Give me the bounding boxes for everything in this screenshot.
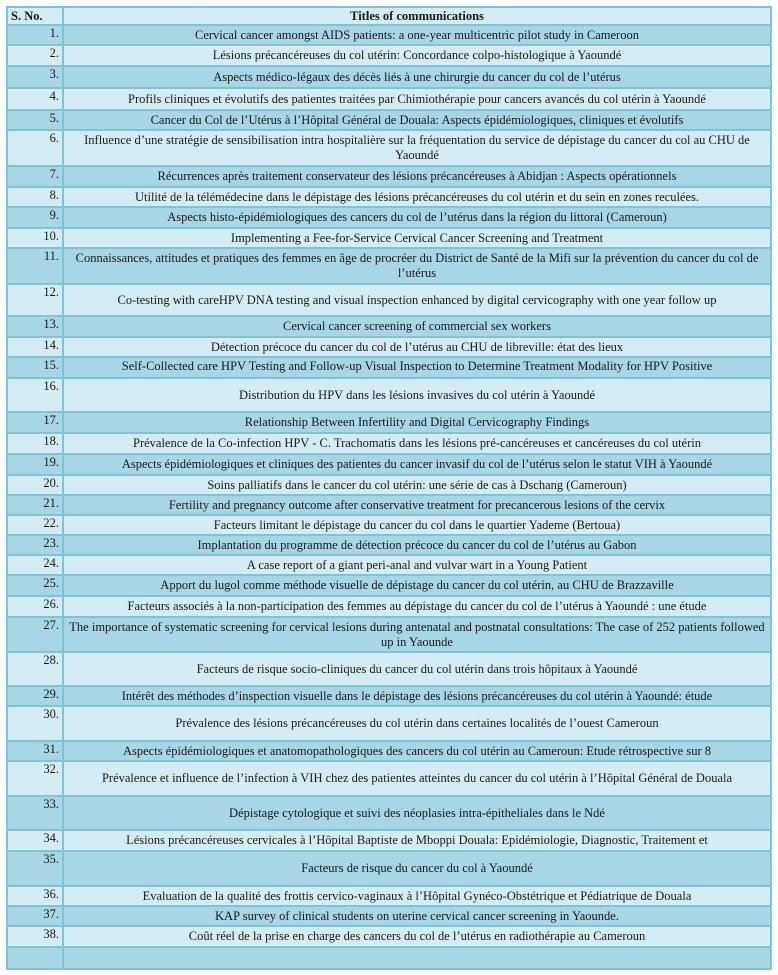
communications-table <box>6 6 772 970</box>
row-number: 4. <box>8 89 64 111</box>
row-number: 17. <box>8 413 64 434</box>
row-title: Facteurs associés à la non-participation des femmes au dépistage du cancer du col de l’utérus à Yaoundé : une étude <box>64 597 770 618</box>
table-row <box>8 208 770 229</box>
table-row <box>8 285 770 317</box>
table-row <box>8 653 770 687</box>
row-title: Influence d’une stratégie de sensibilisation intra hospitalière sur la fréquentation du service de dépistage du cancer du col au CHU de Yaoundé <box>64 131 770 167</box>
row-number: 7. <box>8 167 64 188</box>
table-row <box>8 496 770 516</box>
table-row <box>8 948 770 968</box>
row-title: Soins palliatifs dans le cancer du col utérin: une série de cas à Dschang (Cameroun) <box>64 476 770 496</box>
row-title: Cancer du Col de l’Utérus à l’Hôpital Général de Douala: Aspects épidémiologiques, cliniques et évolutifs <box>64 111 770 131</box>
row-number: 25. <box>8 576 64 597</box>
row-title: Facteurs de risque socio-cliniques du cancer du col utérin dans trois hôpitaux à Yaoundé <box>64 653 770 687</box>
row-title: A case report of a giant peri-anal and vulvar wart in a Young Patient <box>64 556 770 576</box>
table-row <box>8 907 770 927</box>
row-number: 31. <box>8 742 64 762</box>
row-title: Distribution du HPV dans les lésions invasives du col utérin à Yaoundé <box>64 379 770 413</box>
table-row <box>8 597 770 618</box>
row-number: 16. <box>8 379 64 413</box>
row-number: 10. <box>8 229 64 249</box>
row-number: 35. <box>8 852 64 887</box>
row-number: 1. <box>8 26 64 46</box>
row-number: 32. <box>8 762 64 797</box>
row-number: 22. <box>8 516 64 536</box>
row-title: Fertility and pregnancy outcome after conservative treatment for precancerous lesions of the cervix <box>64 496 770 516</box>
row-number: 9. <box>8 208 64 229</box>
table-row <box>8 46 770 67</box>
row-title <box>64 358 770 379</box>
row-title: Implantation du programme de détection précoce du cancer du col de l’utérus au Gabon <box>64 536 770 556</box>
table-row <box>8 317 770 338</box>
row-number: 2. <box>8 46 64 67</box>
row-title: Lésions précancéreuses cervicales à l’Hôpital Baptiste de Mboppi Douala: Epidémiologie, Diagnostic, Traitement et <box>64 831 770 852</box>
row-number: 21. <box>8 496 64 516</box>
row-title <box>64 948 770 968</box>
table-row <box>8 762 770 797</box>
table-row <box>8 26 770 46</box>
row-title: Intérêt des méthodes d’inspection visuelle dans le dépistage des lésions précancéreuses du col utérin à Yaoundé: étude <box>64 687 770 707</box>
row-title: Aspects épidémiologiques et anatomopathologiques des cancers du col utérin au Cameroun: Etude rétrospective sur 8 <box>64 742 770 762</box>
row-title: Co-testing with careHPV DNA testing and visual inspection enhanced by digital cervicography with one year follow up <box>64 285 770 317</box>
row-title: Facteurs de risque du cancer du col à Yaoundé <box>64 852 770 887</box>
row-title-text: Self-Collected care HPV Testing and Follow-up Visual Inspection to Determine Treatment Modality for HPV Positive <box>121 359 713 373</box>
row-number: 33. <box>8 797 64 831</box>
row-title: Cervical cancer amongst AIDS patients: a one-year multicentric pilot study in Cameroon <box>64 26 770 46</box>
row-title: Aspects épidémiologiques et cliniques des patientes du cancer invasif du col de l’utérus selon le statut VIH à Yaoundé <box>64 455 770 476</box>
table-row <box>8 927 770 948</box>
table-row <box>8 188 770 208</box>
table-row <box>8 556 770 576</box>
table-row <box>8 831 770 852</box>
row-title: The importance of systematic screening for cervical lesions during antenatal and postnatal consultations: The case of 252 patients followed up in Yaounde <box>64 618 770 653</box>
row-number: 3. <box>8 67 64 89</box>
table-row <box>8 229 770 249</box>
column-header-title: Titles of communications <box>64 8 770 26</box>
table-row <box>8 131 770 167</box>
table-row <box>8 516 770 536</box>
row-number: 23. <box>8 536 64 556</box>
row-number: 29. <box>8 687 64 707</box>
row-title: Prévalence et influence de l’infection à VIH chez des patientes atteintes du cancer du col utérin à l’Hôpital Général de Douala <box>64 762 770 797</box>
row-number: 26. <box>8 597 64 618</box>
row-title: Apport du lugol comme méthode visuelle de dépistage du cancer du col utérin, au CHU de Brazzaville <box>64 576 770 597</box>
row-title: Implementing a Fee-for-Service Cervical Cancer Screening and Treatment <box>64 229 770 249</box>
row-number: 37. <box>8 907 64 927</box>
table-row <box>8 476 770 496</box>
row-number: 13. <box>8 317 64 338</box>
row-number: 14. <box>8 338 64 358</box>
row-title: Connaissances, attitudes et pratiques des femmes en âge de procréer du District de Santé de la Mifi sur la prévention du cancer du col de l’utérus <box>64 249 770 285</box>
row-number: 24. <box>8 556 64 576</box>
row-number: 34. <box>8 831 64 852</box>
row-title: Utilité de la télémédecine dans le dépistage des lésions précancéreuses du col utérin et du sein en zones reculées. <box>64 188 770 208</box>
table-row <box>8 111 770 131</box>
row-title: Profils cliniques et évolutifs des patientes traitées par Chimiothérapie pour cancers avancés du col utérin à Yaoundé <box>64 89 770 111</box>
row-number: 5. <box>8 111 64 131</box>
table-row <box>8 618 770 653</box>
table-row <box>8 413 770 434</box>
column-header-sno: S. No. <box>8 8 64 26</box>
table-row <box>8 434 770 455</box>
table-row <box>8 797 770 831</box>
table-row <box>8 887 770 907</box>
table-row <box>8 379 770 413</box>
row-title: KAP survey of clinical students on uterine cervical cancer screening in Yaounde. <box>64 907 770 927</box>
row-number: 6. <box>8 131 64 167</box>
table-row <box>8 576 770 597</box>
table-row <box>8 536 770 556</box>
row-title: Détection précoce du cancer du col de l’utérus au CHU de libreville: état des lieux <box>64 338 770 358</box>
row-title: Lésions précancéreuses du col utérin: Concordance colpo-histologique à Yaoundé <box>64 46 770 67</box>
row-title: Prévalence de la Co-infection HPV - C. Trachomatis dans les lésions pré-cancéreuses et cancéreuses du col utérin <box>64 434 770 455</box>
row-number: 27. <box>8 618 64 653</box>
row-number: 38. <box>8 927 64 948</box>
row-title: Dépistage cytologique et suivi des néoplasies intra-épitheliales dans le Ndé <box>64 797 770 831</box>
row-title: Coût réel de la prise en charge des cancers du col de l’utérus en radiothérapie au Cameroun <box>64 927 770 948</box>
row-title: Récurrences après traitement conservateur des lésions précancéreuses à Abidjan : Aspects opérationnels <box>64 167 770 188</box>
table-row <box>8 338 770 358</box>
table-row <box>8 67 770 89</box>
row-title: Relationship Between Infertility and Digital Cervicography Findings <box>64 413 770 434</box>
row-title: Aspects histo-épidémiologiques des cancers du col de l’utérus dans la région du littoral (Cameroun) <box>64 208 770 229</box>
table-body <box>8 26 770 968</box>
row-number: 12. <box>8 285 64 317</box>
row-number: 36. <box>8 887 64 907</box>
row-title: Aspects médico-légaux des décès liés à une chirurgie du cancer du col de l’utérus <box>64 67 770 89</box>
row-title: Prévalence des lésions précancéreuses du col utérin dans certaines localités de l’ouest Cameroun <box>64 707 770 742</box>
row-number: 19. <box>8 455 64 476</box>
row-title: Facteurs limitant le dépistage du cancer du col dans le quartier Yademe (Bertoua) <box>64 516 770 536</box>
row-title: Cervical cancer screening of commercial sex workers <box>64 317 770 338</box>
row-number: 30. <box>8 707 64 742</box>
row-number: 20. <box>8 476 64 496</box>
row-number <box>8 948 64 968</box>
table-row <box>8 707 770 742</box>
table-row <box>8 455 770 476</box>
row-number: 15. <box>8 358 64 379</box>
table-row <box>8 852 770 887</box>
row-number: 28. <box>8 653 64 687</box>
table-header-row <box>8 8 770 26</box>
table-row <box>8 89 770 111</box>
row-number: 11. <box>8 249 64 285</box>
table-row <box>8 687 770 707</box>
row-title: Evaluation de la qualité des frottis cervico-vaginaux à l’Hôpital Gynéco-Obstétrique et Pédiatrique de Douala <box>64 887 770 907</box>
table-row <box>8 358 770 379</box>
table-row <box>8 742 770 762</box>
row-number: 18. <box>8 434 64 455</box>
table-row <box>8 167 770 188</box>
row-number: 8. <box>8 188 64 208</box>
table-row <box>8 249 770 285</box>
